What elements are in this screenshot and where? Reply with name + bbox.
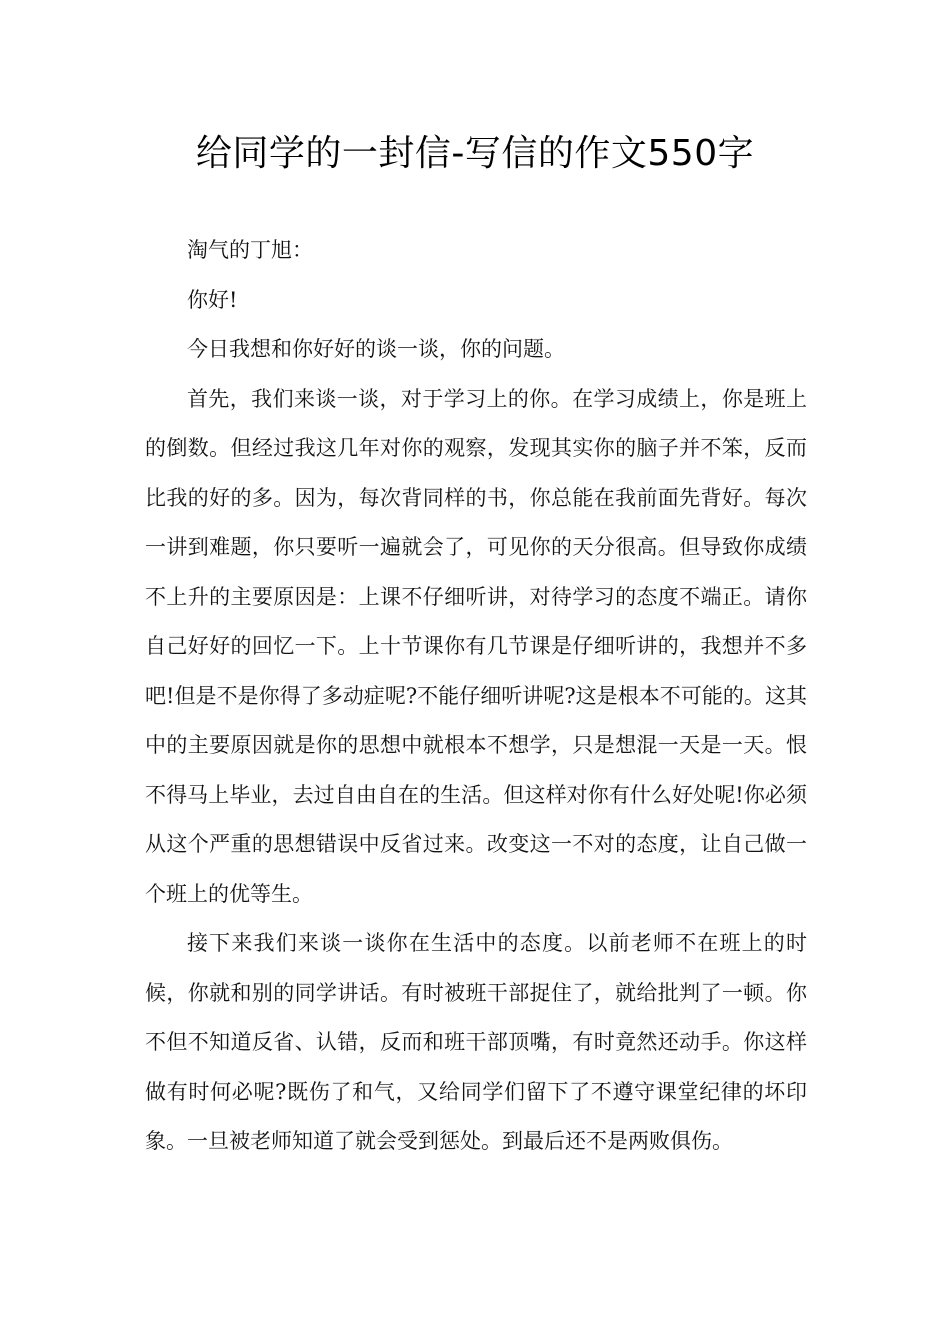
document-title: 给同学的一封信-写信的作文550字 — [195, 133, 755, 174]
body-paragraph: 接下来我们来谈一谈你在生活中的态度。以前老师不在班上的时候，你就和别的同学讲话。有时被班干部捉住了，就给批判了一顿。你不但不知道反省、认错，反而和班干部顶嘴，有时竟然还动手。你这样做有时何必呢?既伤了和气，又给同学们留下了不遵守课堂纪律的坏印象。一旦被老师知道了就会受到惩处。到最后还不是两败俱伤。 — [145, 931, 807, 1153]
greeting: 你好! — [187, 287, 238, 312]
body-paragraph: 今日我想和你好好的谈一谈，你的问题。 — [187, 337, 565, 361]
salutation: 淘气的丁旭： — [187, 238, 313, 262]
body-paragraph: 首先，我们来谈一谈，对于学习上的你。在学习成绩上，你是班上的倒数。但经过我这几年对你的观察，发现其实你的脑子并不笨，反而比我的好的多。因为，每次背同样的书，你总能在我前面先背好。每次一讲到难题，你只要听一遍就会了，可见你的天分很高。但导致你成绩不上升的主要原因是：上课不仔细听讲，对待学习的态度不端正。请你自己好好的回忆一下。上十节课你有几节课是仔细听讲的，我想并不多吧!但是不是你得了多动症呢?不能仔细听讲呢?这是根本不可能的。这其中的主要原因就是你的思想中就根本不想学，只是想混一天是一天。恨不得马上毕业，去过自由自在的生活。但这样对你有什么好处呢!你必须从这个严重的思想错误中反省过来。改变这一不对的态度，让自己做一个班上的优等生。 — [145, 386, 807, 906]
document-body — [145, 226, 807, 1167]
